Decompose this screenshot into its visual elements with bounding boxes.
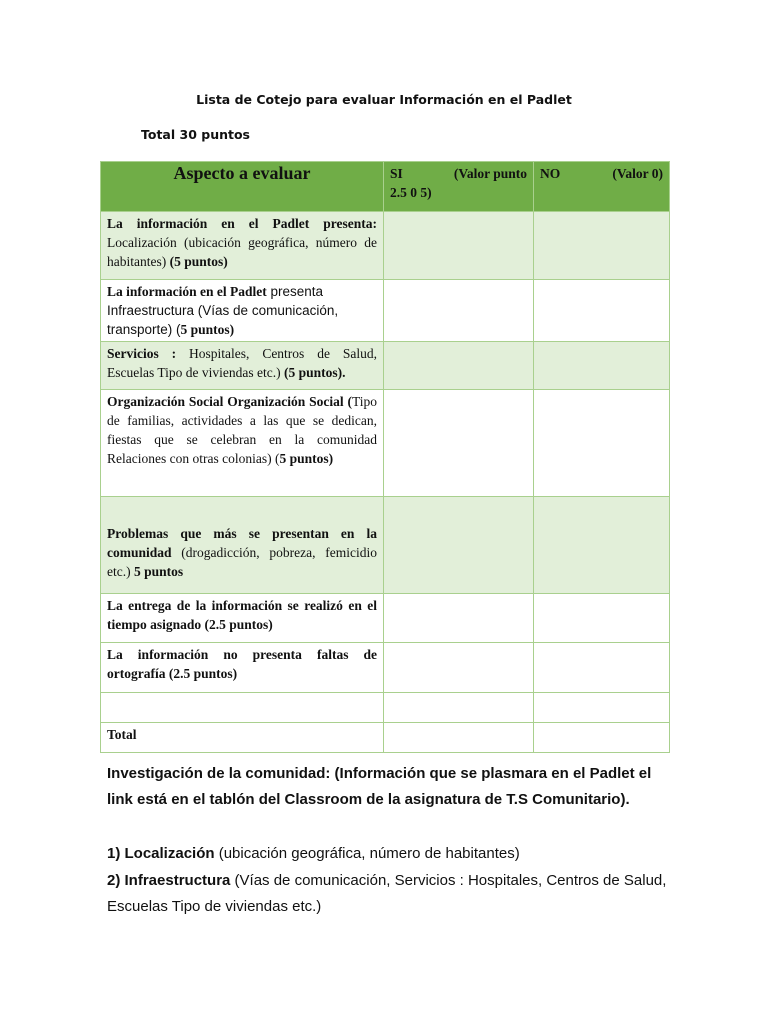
no-cell[interactable]: [534, 342, 670, 390]
investigation-item-2: [107, 868, 667, 920]
si-cell[interactable]: [384, 390, 534, 497]
table-row: [101, 212, 670, 280]
aspect-cell: [101, 693, 384, 723]
document-title: Lista de Cotejo para evaluar Información en el Padlet: [196, 92, 572, 107]
header-si-label: SI: [390, 166, 403, 181]
no-cell[interactable]: [534, 280, 670, 342]
item1-text: (ubicación geográfica, número de habitantes): [214, 845, 520, 862]
investigation-item-1: [107, 841, 667, 867]
si-cell[interactable]: [384, 212, 534, 280]
aspect-cell: [101, 342, 384, 390]
header-no-value: (Valor 0): [612, 166, 663, 181]
aspect-bold: La información en el Padlet presenta:: [107, 216, 377, 231]
aspect-points: (5 puntos).: [283, 365, 346, 380]
si-cell[interactable]: [384, 497, 534, 594]
table-row: [101, 342, 670, 390]
aspect-points: 5 puntos: [133, 564, 184, 579]
no-cell[interactable]: [534, 497, 670, 594]
aspect-cell: [101, 212, 384, 280]
total-points-label: Total 30 puntos: [141, 127, 250, 142]
aspect-cell: [101, 594, 384, 643]
aspect-bold: La información en el Padlet: [107, 284, 267, 299]
investigation-heading-text: Investigación de la comunidad: (Información que se plasmara en el Padlet el link está en el tablón del Classroom de la asignatura de T.S Comunitario).: [107, 765, 652, 808]
si-cell[interactable]: [384, 280, 534, 342]
no-cell[interactable]: [534, 212, 670, 280]
item1-label: 1) Localización: [107, 845, 215, 862]
table-row: [101, 594, 670, 643]
aspect-text: Tipo de familias, actividades a las que se dedican, fiestas que se celebran en la comunidad Relaciones con otras colonias) (: [107, 394, 377, 466]
table-header-row: [101, 162, 670, 212]
header-aspect: [101, 162, 384, 212]
header-si-value: (Valor punto: [453, 166, 527, 181]
si-cell[interactable]: [384, 594, 534, 643]
si-cell[interactable]: [384, 342, 534, 390]
investigation-heading: [107, 761, 667, 813]
aspect-cell: [101, 280, 384, 342]
aspect-points: (5 puntos): [169, 254, 228, 269]
aspect-bold: La información no presenta faltas de ortografía (2.5 puntos): [107, 647, 377, 681]
table-row: [101, 643, 670, 693]
no-cell[interactable]: [534, 594, 670, 643]
aspect-text: Hospitales, Centros de Salud, Escuelas Tipo de viviendas etc.): [107, 346, 377, 380]
aspect-bold: Servicios :: [107, 346, 177, 361]
aspect-points: 5 puntos): [279, 451, 334, 466]
header-aspect-label: Aspecto a evaluar: [173, 163, 311, 183]
aspect-text: presenta Infraestructura (Vías de comunicación, transporte) (: [107, 284, 339, 337]
table-row: [101, 390, 670, 497]
item2-text: (Vías de comunicación, Servicios : Hospitales, Centros de Salud, Escuelas Tipo de viviendas etc.): [107, 872, 667, 915]
no-total-cell[interactable]: [534, 723, 670, 753]
table-row: [101, 497, 670, 594]
no-cell[interactable]: [534, 693, 670, 723]
total-label: Total: [107, 727, 137, 742]
si-total-cell[interactable]: [384, 723, 534, 753]
aspect-text: Localización (ubicación geográfica, número de habitantes): [107, 235, 377, 269]
si-cell[interactable]: [384, 643, 534, 693]
evaluation-checklist-table: [100, 161, 670, 753]
header-no-label: NO: [540, 166, 561, 181]
aspect-cell: [101, 390, 384, 497]
no-cell[interactable]: [534, 643, 670, 693]
table-total-row: [101, 723, 670, 753]
header-si-range: 2.5 0 5): [390, 185, 432, 200]
no-cell[interactable]: [534, 390, 670, 497]
item2-label: 2) Infraestructura: [107, 872, 231, 889]
total-cell: [101, 723, 384, 753]
aspect-text: (drogadicción, pobreza, femicidio etc.): [107, 545, 377, 579]
table-row: [101, 280, 670, 342]
aspect-bold: Organización Social Organización Social (: [107, 394, 352, 409]
aspect-points: 5 puntos): [180, 322, 235, 337]
table-row: [101, 693, 670, 723]
header-no: [534, 162, 670, 212]
aspect-bold: La entrega de la información se realizó en el tiempo asignado (2.5 puntos): [107, 598, 377, 632]
aspect-cell: [101, 497, 384, 594]
aspect-cell: [101, 643, 384, 693]
aspect-bold: Problemas que más se presentan en la comunidad: [107, 526, 377, 560]
header-si: [384, 162, 534, 212]
si-cell[interactable]: [384, 693, 534, 723]
